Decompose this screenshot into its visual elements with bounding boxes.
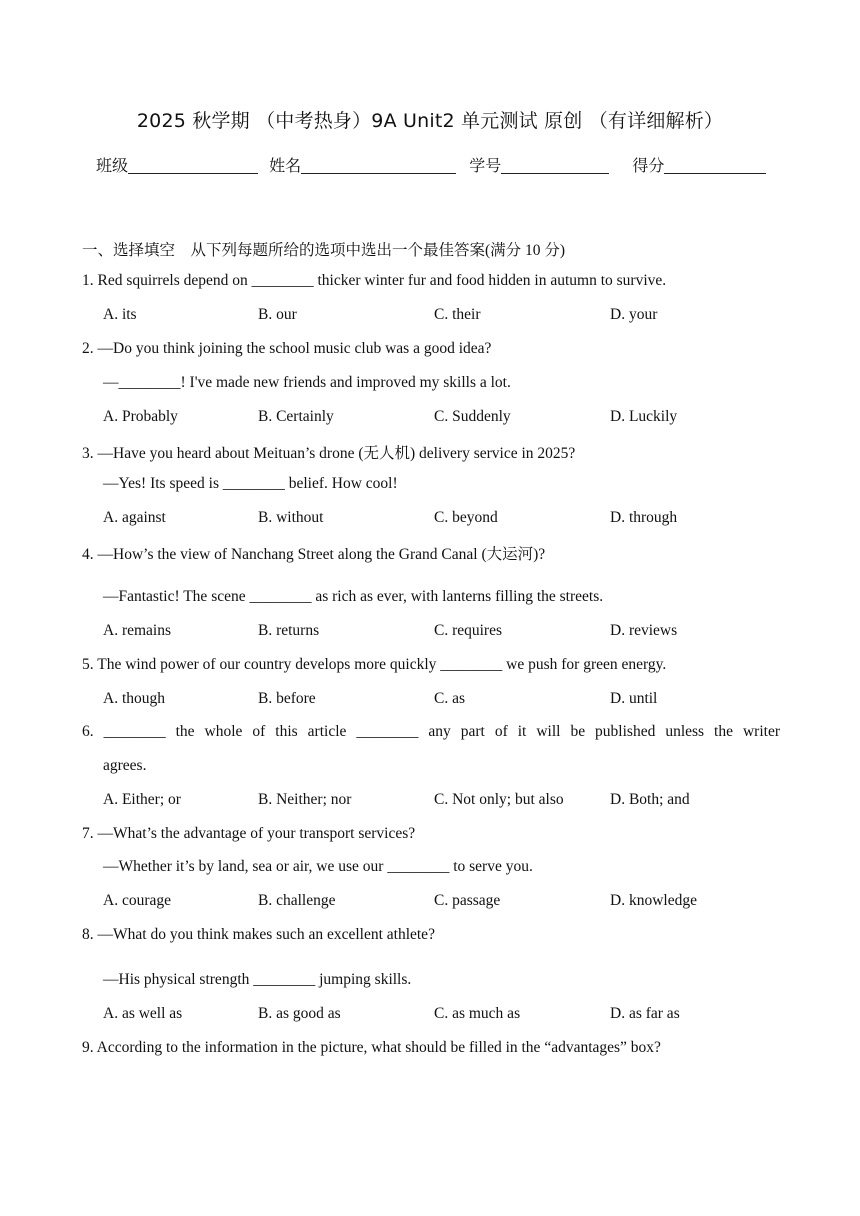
option-b[interactable]: B. before — [258, 690, 316, 707]
question-stem: 6. ________ the whole of this article ________ any part of it will be published unless the writer — [82, 723, 780, 740]
option-b[interactable]: B. without — [258, 509, 324, 526]
option-b[interactable]: B. challenge — [258, 892, 336, 909]
question-stem: 1. Red squirrels depend on ________ thicker winter fur and food hidden in autumn to survive. — [82, 272, 667, 289]
option-c[interactable]: C. as much as — [434, 1005, 521, 1022]
option-a[interactable]: A. Probably — [103, 408, 178, 425]
question-response: —________! I've made new friends and improved my skills a lot. — [103, 374, 511, 391]
option-c[interactable]: C. Suddenly — [434, 408, 511, 425]
option-b[interactable]: B. Certainly — [258, 408, 334, 425]
question-stem-continued: agrees. — [103, 757, 147, 774]
question-stem: 7. —What’s the advantage of your transport services? — [82, 825, 416, 842]
option-c[interactable]: C. beyond — [434, 509, 498, 526]
name-blank[interactable] — [301, 157, 456, 174]
question-stem: 8. —What do you think makes such an excellent athlete? — [82, 926, 435, 943]
question-stem: 2. —Do you think joining the school music club was a good idea? — [82, 340, 492, 357]
page-title: 2025 秋学期 （中考热身）9A Unit2 单元测试 原创 （有详细解析） — [136, 110, 724, 132]
option-a[interactable]: A. courage — [103, 892, 171, 909]
class-blank[interactable] — [128, 157, 258, 174]
question-stem: 9. According to the information in the picture, what should be filled in the “advantages” box? — [82, 1039, 661, 1056]
option-c[interactable]: C. passage — [434, 892, 501, 909]
option-b[interactable]: B. our — [258, 306, 297, 323]
option-b[interactable]: B. returns — [258, 622, 320, 639]
student-id-blank[interactable] — [501, 157, 609, 174]
option-a[interactable]: A. Either; or — [103, 791, 181, 808]
option-b[interactable]: B. Neither; nor — [258, 791, 352, 808]
option-d[interactable]: D. your — [610, 306, 658, 323]
question-stem: 3. —Have you heard about Meituan’s drone (无人机) delivery service in 2025? — [82, 445, 576, 462]
score-label: 得分 — [632, 156, 665, 175]
option-d[interactable]: D. Luckily — [610, 408, 678, 425]
option-d[interactable]: D. knowledge — [610, 892, 697, 909]
class-label: 班级 — [96, 156, 129, 175]
option-c[interactable]: C. requires — [434, 622, 503, 639]
option-b[interactable]: B. as good as — [258, 1005, 341, 1022]
student-id-label: 学号 — [469, 156, 502, 175]
option-c[interactable]: C. Not only; but also — [434, 791, 564, 808]
question-response: —His physical strength ________ jumping skills. — [103, 971, 412, 988]
option-a[interactable]: A. as well as — [103, 1005, 183, 1022]
option-a[interactable]: A. against — [103, 509, 166, 526]
question-response: —Whether it’s by land, sea or air, we use our ________ to serve you. — [103, 858, 533, 875]
option-d[interactable]: D. Both; and — [610, 791, 690, 808]
name-label: 姓名 — [269, 156, 302, 175]
section-heading: 一、选择填空 从下列每题所给的选项中选出一个最佳答案(满分 10 分) — [82, 242, 566, 259]
question-stem: 5. The wind power of our country develops more quickly ________ we push for green energy. — [82, 656, 667, 673]
student-info-row — [96, 153, 766, 176]
option-d[interactable]: D. until — [610, 690, 658, 707]
score-blank[interactable] — [664, 157, 766, 174]
option-a[interactable]: A. though — [103, 690, 165, 707]
question-stem: 4. —How’s the view of Nanchang Street along the Grand Canal (大运河)? — [82, 546, 546, 563]
option-a[interactable]: A. remains — [103, 622, 172, 639]
question-response: —Yes! Its speed is ________ belief. How cool! — [103, 475, 398, 492]
option-d[interactable]: D. as far as — [610, 1005, 680, 1022]
option-c[interactable]: C. as — [434, 690, 465, 707]
question-response: —Fantastic! The scene ________ as rich as ever, with lanterns filling the streets. — [103, 588, 604, 605]
option-d[interactable]: D. through — [610, 509, 678, 526]
option-c[interactable]: C. their — [434, 306, 481, 323]
option-a[interactable]: A. its — [103, 306, 137, 323]
option-d[interactable]: D. reviews — [610, 622, 678, 639]
